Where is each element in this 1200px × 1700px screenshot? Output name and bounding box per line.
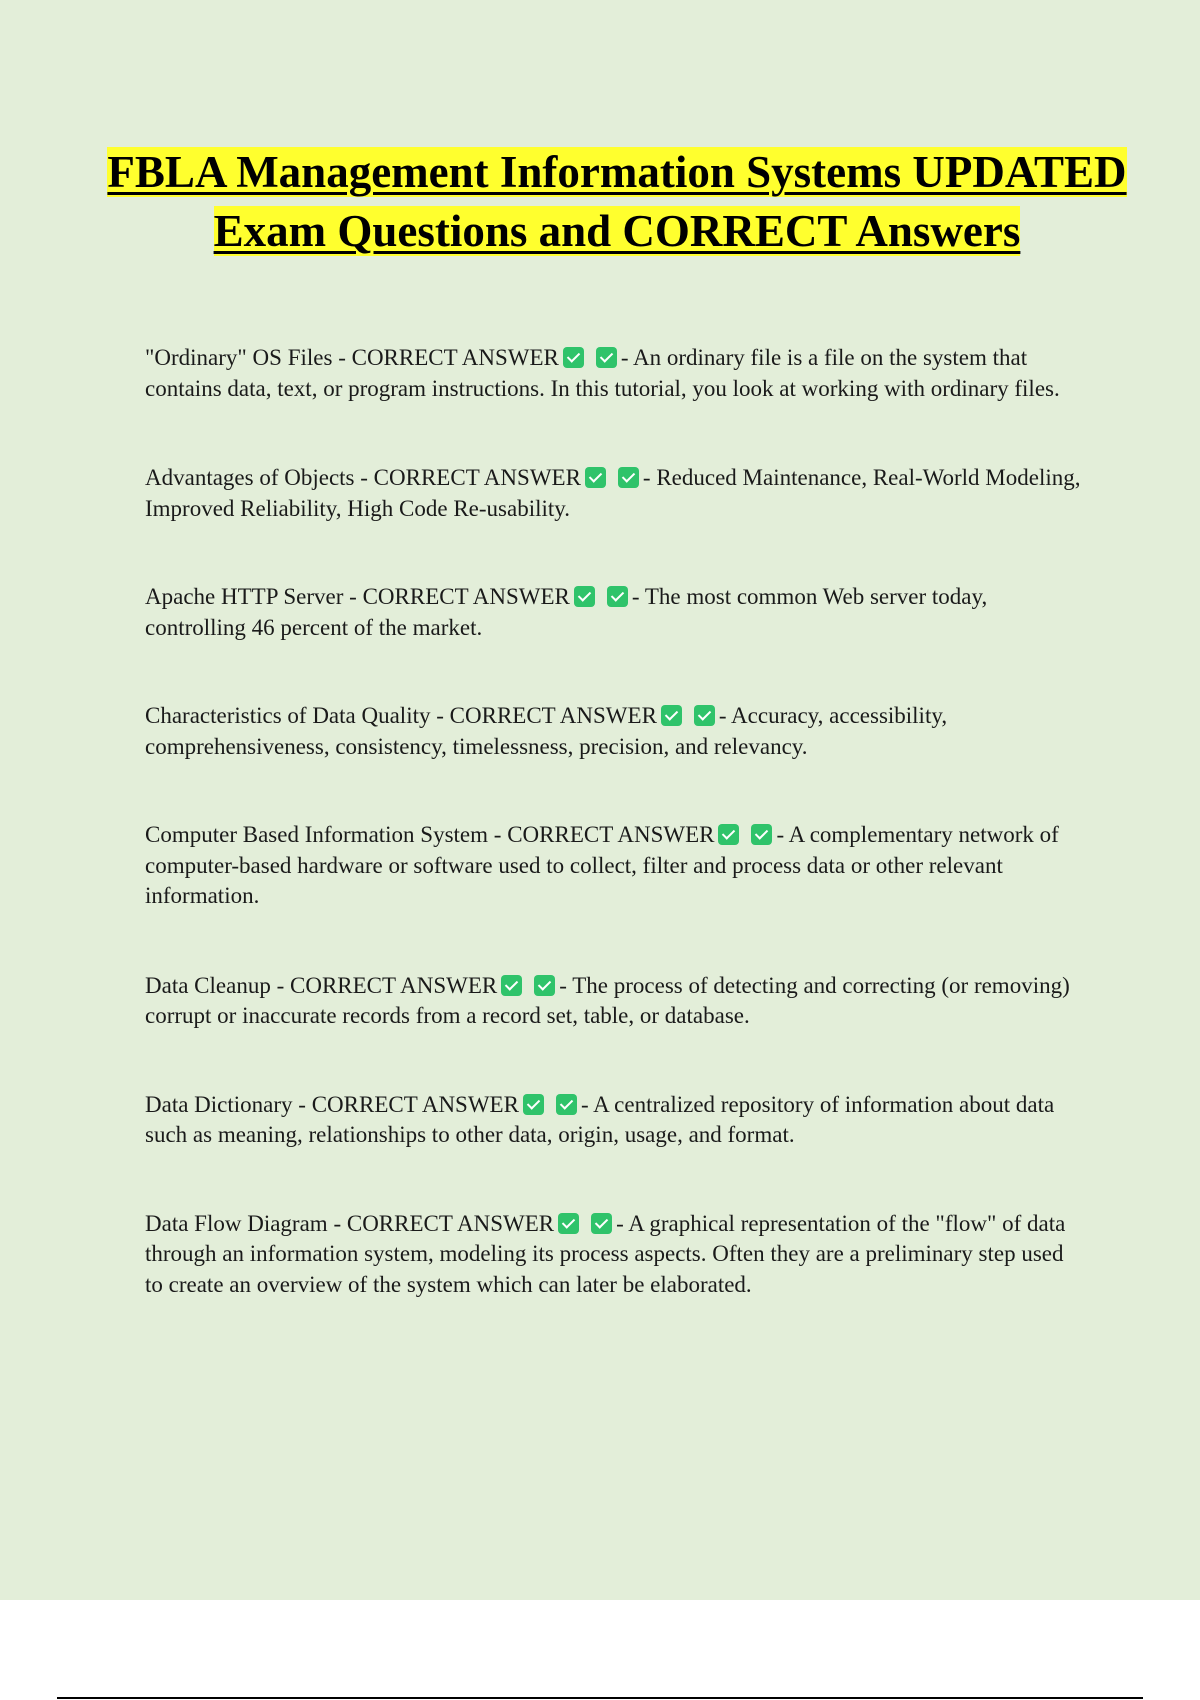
green-checkmark-icon	[574, 586, 595, 607]
correct-answer-label: CORRECT ANSWER	[373, 465, 581, 490]
qa-term: Data Cleanup	[145, 972, 271, 998]
green-checkmark-icon	[523, 1094, 544, 1115]
qa-term: Advantages of Objects	[145, 465, 355, 490]
correct-answer-label: CORRECT ANSWER	[290, 972, 498, 998]
green-checkmark-icon	[563, 347, 584, 368]
green-checkmark-icon	[596, 347, 617, 368]
qa-entry: Data Flow Diagram - CORRECT ANSWER - A graphical representation of the "flow" of data through an information system, modeling its process aspects. Often they are a preliminary step used to create an overview of the system which can later be elaborated.	[145, 1210, 1066, 1297]
qa-definition: Reduced Maintenance, Real-World Modeling, Improved Reliability, High Code Re-usability.	[145, 465, 1081, 521]
correct-answer-label: CORRECT ANSWER	[507, 822, 715, 847]
qa-definition: Accuracy, accessibility, comprehensiveness, consistency, timelessness, precision, and relevancy.	[145, 703, 948, 759]
green-checkmark-icon	[694, 705, 715, 726]
qa-definition: A centralized repository of information about data such as meaning, relationships to other data, origin, usage, and format.	[145, 1091, 1055, 1147]
qa-entry: Apache HTTP Server - CORRECT ANSWER - The most common Web server today, controlling 46 percent of the market.	[145, 584, 988, 640]
qa-definition: A complementary network of computer-based hardware or software used to collect, filter and process data or other relevant information.	[145, 822, 1059, 908]
green-checkmark-icon	[718, 824, 739, 845]
green-checkmark-icon	[661, 705, 682, 726]
qa-term: Computer Based Information System	[145, 822, 489, 847]
qa-term: Data Flow Diagram	[145, 1210, 328, 1236]
qa-definition: The most common Web server today, controlling 46 percent of the market.	[145, 584, 988, 640]
correct-answer-label: CORRECT ANSWER	[351, 345, 559, 370]
green-checkmark-icon	[501, 975, 522, 996]
qa-definition: The process of detecting and correcting (or removing) corrupt or inaccurate records from a record set, table, or database.	[145, 972, 1070, 1028]
green-checkmark-icon	[618, 467, 639, 488]
correct-answer-label: CORRECT ANSWER	[449, 703, 657, 728]
qa-entry: Computer Based Information System - CORRECT ANSWER - A complementary network of computer-based hardware or software used to collect, filter and process data or other relevant information.	[145, 822, 1059, 908]
document-title	[80, 143, 1154, 261]
qa-entry: Characteristics of Data Quality - CORRECT ANSWER - Accuracy, accessibility, comprehensiveness, consistency, timelessness, precision, and relevancy.	[145, 703, 948, 759]
qa-entry: Data Cleanup - CORRECT ANSWER - The process of detecting and correcting (or removing) corrupt or inaccurate records from a record set, table, or database.	[145, 972, 1070, 1028]
qa-entry: "Ordinary" OS Files - CORRECT ANSWER - An ordinary file is a file on the system that contains data, text, or program instructions. In this tutorial, you look at working with ordinary files.	[145, 345, 1060, 401]
qa-term: Apache HTTP Server	[145, 584, 344, 609]
qa-definition: A graphical representation of the "flow" of data through an information system, modeling its process aspects. Often they are a preliminary step used to create an overview of the system which can later be elaborated.	[145, 1210, 1066, 1297]
footer-divider	[57, 1697, 1143, 1699]
green-checkmark-icon	[607, 586, 628, 607]
green-checkmark-icon	[585, 467, 606, 488]
correct-answer-label: CORRECT ANSWER	[362, 584, 570, 609]
qa-list	[145, 343, 1085, 1300]
qa-term: "Ordinary" OS Files	[145, 345, 333, 370]
document-title-text: FBLA Management Information Systems UPDATED Exam Questions and CORRECT Answers	[107, 147, 1127, 256]
correct-answer-label: CORRECT ANSWER	[311, 1091, 519, 1117]
qa-term: Characteristics of Data Quality	[145, 703, 431, 728]
green-checkmark-icon	[751, 824, 772, 845]
qa-entry: Advantages of Objects - CORRECT ANSWER - Reduced Maintenance, Real-World Modeling, Improved Reliability, High Code Re-usability.	[145, 465, 1081, 521]
correct-answer-label: CORRECT ANSWER	[346, 1210, 555, 1236]
green-checkmark-icon	[558, 1213, 579, 1234]
qa-entry: Data Dictionary - CORRECT ANSWER - A centralized repository of information about data such as meaning, relationships to other data, origin, usage, and format.	[145, 1091, 1055, 1147]
green-checkmark-icon	[556, 1094, 577, 1115]
qa-term: Data Dictionary	[145, 1091, 293, 1117]
green-checkmark-icon	[534, 975, 555, 996]
green-checkmark-icon	[591, 1213, 612, 1234]
qa-definition: An ordinary file is a file on the system that contains data, text, or program instructions. In this tutorial, you look at working with ordinary files.	[145, 345, 1060, 401]
